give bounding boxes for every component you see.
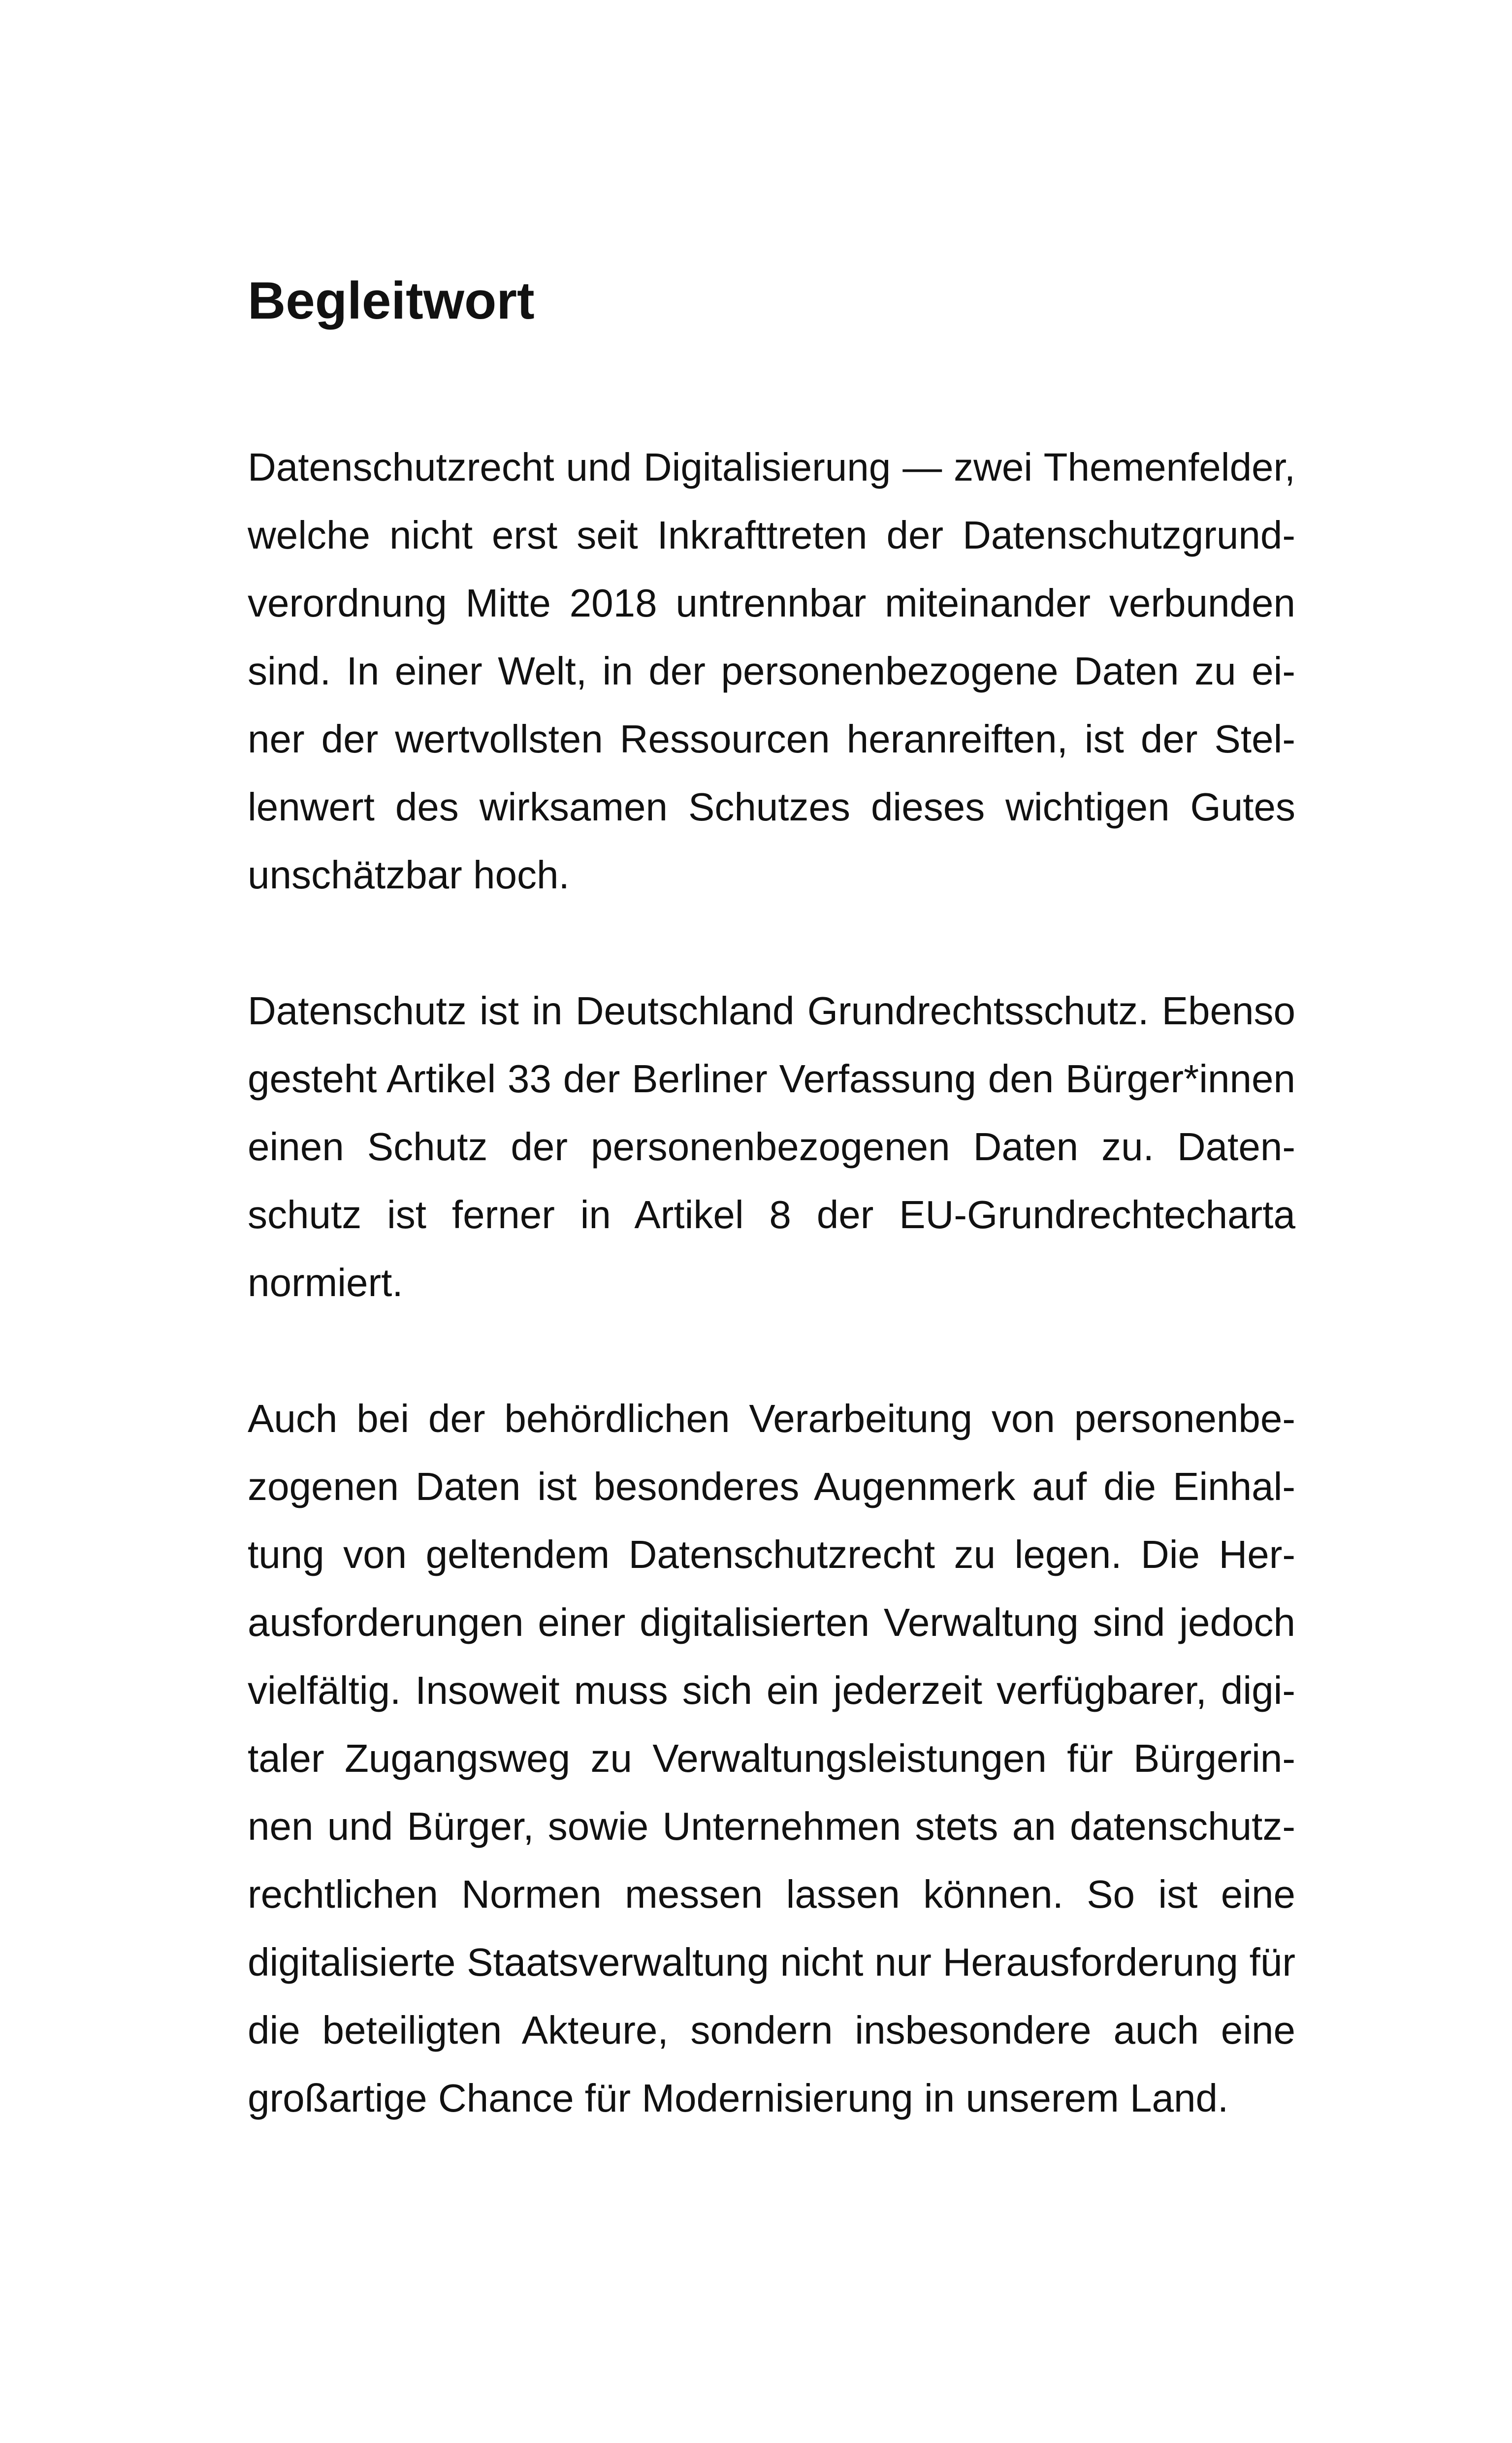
paragraph-3: Auch bei der behördlichen Verarbeitung von personenbezogenen Daten ist besonderes Augenmerk auf die Einhaltung von geltendem Datenschutzrecht zu legen. Die Herausforderungen einer digitalisierten Verwaltung sind jedoch vielfältig. Insoweit muss sich ein jederzeit verfügbarer, digitaler Zugangsweg zu Verwaltungsleistungen für Bürgerinnen und Bürger, sowie Unternehmen stets an datenschutzrechtlichen Normen messen lassen können. So ist eine digitalisierte Staatsverwaltung nicht nur Herausforderung für die beteiligten Akteure, sondern insbesondere auch eine großartige Chance für Modernisierung in unserem Land.: [248, 1397, 1295, 2120]
paragraph-1: Datenschutzrecht und Digitalisierung — zwei Themenfelder, welche nicht erst seit Inkrafttreten der Datenschutzgrundverordnung Mitte 2018 untrennbar miteinander verbunden sind. In einer Welt, in der personenbezogene Daten zu einer der wertvollsten Ressourcen heranreiften, ist der Stellenwert des wirksamen Schutzes dieses wichtigen Gutes unschätzbar hoch.: [248, 445, 1295, 897]
page-content: [248, 261, 1295, 2132]
page-title: Begleitwort: [248, 271, 535, 330]
paragraph-2: Datenschutz ist in Deutschland Grundrechtsschutz. Ebenso gesteht Artikel 33 der Berliner Verfassung den Bürger*innen einen Schutz der personenbezogenen Daten zu. Datenschutz ist ferner in Artikel 8 der EU-Grundrechtecharta normiert.: [248, 989, 1295, 1304]
